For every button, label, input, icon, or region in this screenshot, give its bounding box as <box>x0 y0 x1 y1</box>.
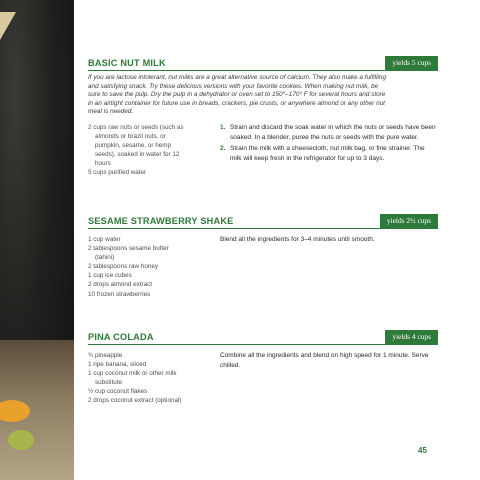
ingredient-list <box>88 351 184 406</box>
ingredient-item: 1 cup coconut milk or other milk substitute <box>88 370 177 387</box>
recipe-header <box>88 52 438 71</box>
yields-badge: yields 2½ cups <box>380 214 438 228</box>
ingredient-item: 1 cup water <box>88 236 121 243</box>
direction-text: Combine all the ingredients and blend on high speed for 1 minute. Serve chilled. <box>220 352 429 370</box>
directions <box>220 351 436 372</box>
recipe-title: SESAME STRAWBERRY SHAKE <box>88 216 234 226</box>
ingredient-item: ½ cup coconut flakes <box>88 388 148 396</box>
page-number: 45 <box>418 446 427 455</box>
ingredient-list <box>88 235 184 299</box>
yields-badge: yields 5 cups <box>385 56 438 70</box>
yields-badge: yields 4 cups <box>385 330 438 344</box>
recipe-header <box>88 326 438 345</box>
photo-fruit <box>8 430 34 450</box>
ingredient-list <box>88 123 184 178</box>
recipe-sesame-strawberry-shake <box>88 210 438 298</box>
ingredient-item: 2 drops almond extract <box>88 281 153 289</box>
recipe-header <box>88 210 438 229</box>
recipe-title: BASIC NUT MILK <box>88 58 166 68</box>
direction-text: Blend all the ingredients for 3–4 minutes until smooth. <box>220 236 375 243</box>
ingredient-item: 2 tablespoons raw honey <box>88 263 159 271</box>
directions <box>220 123 436 164</box>
step-number: 1. <box>220 123 226 131</box>
ingredient-item: 1 ripe banana, sliced <box>88 361 147 369</box>
ingredient-item: 10 frozen strawberries <box>88 290 151 298</box>
recipe-intro: If you are lactose intolerant, nut milks are a great alternative source of calcium. They also make a fulfilling and satisfying snack. Try these delicious versions with your favorite cookies. When making nut milk, be sure to save the pulp. Dry the pulp in a dehydrator or oven set to 150°–170° F for several hours and store in an airtight container for future use in breads, crackers, pie crusts, or anywhere almond or any other nut meal is needed. <box>88 74 387 116</box>
direction-step <box>220 144 436 165</box>
direction-step <box>220 123 436 144</box>
step-text: Strain the milk with a cheesecloth, nut milk bag, or fine strainer. The milk will keep fresh in the refrigerator for up to 3 days. <box>230 144 425 162</box>
ingredient-item: ¾ pineapple <box>88 352 123 359</box>
ingredient-item: 1 cup ice cubes <box>88 272 132 280</box>
ingredient-item: 2 drops coconut extract (optional) <box>88 397 182 405</box>
ingredient-item: 2 cups raw nuts or seeds (such as almonds or brazil nuts, or pumpkin, sesame, or hemp seeds), soaked in water for 12 hours <box>88 123 184 168</box>
ingredient-item: 5 cups purified water <box>88 169 147 177</box>
step-text: Strain and discard the soak water in which the nuts or seeds have been soaked. In a blender, puree the nuts or seeds with the pure water. <box>230 123 436 142</box>
recipe-pina-colada <box>88 326 438 405</box>
step-number: 2. <box>220 144 226 152</box>
food-photo <box>0 0 74 480</box>
recipe-basic-nut-milk <box>88 52 438 177</box>
recipe-title: PINA COLADA <box>88 332 154 342</box>
photo-detail <box>0 12 16 40</box>
ingredient-item: 2 tablespoons sesame butter (tahini) <box>88 245 169 262</box>
directions <box>220 235 436 245</box>
